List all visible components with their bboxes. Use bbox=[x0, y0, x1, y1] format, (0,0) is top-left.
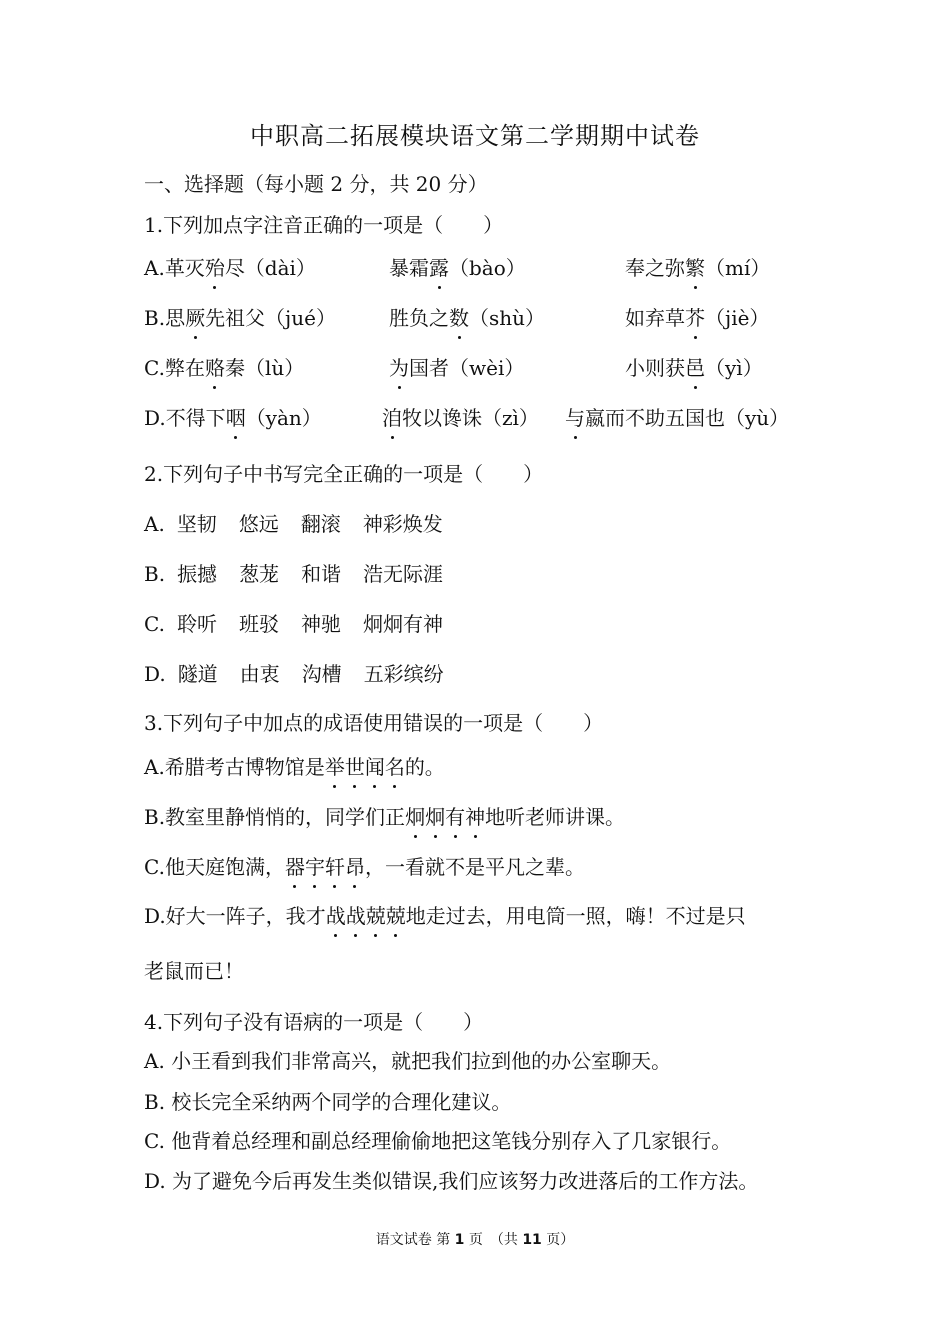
total-pages: 11 bbox=[522, 1232, 542, 1248]
question-3-stem: 3.下列句子中加点的成语使用错误的一项是（ ） bbox=[144, 711, 604, 735]
q2-option-a: A. 坚韧 悠远 翻滚 神彩焕发 bbox=[144, 512, 443, 536]
question-1-stem: 1.下列加点字注音正确的一项是（ ） bbox=[144, 213, 504, 237]
q1-option-d-2: 洎牧以谗诛（zì） bbox=[382, 406, 539, 430]
q2-option-b: B. 振撼 葱茏 和谐 浩无际涯 bbox=[144, 562, 444, 586]
q1-option-b-2: 胜负之数（shù） bbox=[389, 306, 546, 330]
question-2-stem: 2.下列句子中书写完全正确的一项是（ ） bbox=[144, 462, 544, 486]
q1-option-a-3: 奉之弥繁（mí） bbox=[625, 256, 771, 280]
current-page-number: 1 bbox=[454, 1232, 465, 1248]
q1-option-b-1: B.思厥先祖父（jué） bbox=[144, 306, 336, 330]
q4-option-c: C. 他背着总经理和副总经理偷偷地把这笔钱分别存入了几家银行。 bbox=[144, 1129, 732, 1153]
q1-option-c-2: 为国者（wèi） bbox=[389, 356, 525, 380]
q2-option-d: D. 隧道 由衷 沟槽 五彩缤纷 bbox=[144, 662, 444, 686]
q1-option-b-3: 如弃草芥（jiè） bbox=[625, 306, 770, 330]
q1-option-a-1: A.革灭殆尽（dài） bbox=[144, 256, 316, 280]
q3-option-b: B.教室里静悄悄的，同学们正炯炯有神地听老师讲课。 bbox=[144, 805, 626, 829]
question-4-stem: 4.下列句子没有语病的一项是（ ） bbox=[144, 1010, 484, 1034]
q1-option-d-3: 与嬴而不助五国也（yù） bbox=[565, 406, 790, 430]
q1-option-c-1: C.弊在赂秦（lù） bbox=[144, 356, 305, 380]
q4-option-d: D. 为了避免今后再发生类似错误,我们应该努力改进落后的工作方法。 bbox=[144, 1169, 759, 1193]
q4-option-b: B. 校长完全采纳两个同学的合理化建议。 bbox=[144, 1090, 512, 1114]
page-title: 中职高二拓展模块语文第二学期期中试卷 bbox=[250, 122, 700, 150]
q3-option-a: A.希腊考古博物馆是举世闻名的。 bbox=[144, 755, 445, 779]
q3-option-c: C.他天庭饱满，器宇轩昂，一看就不是平凡之辈。 bbox=[144, 855, 585, 879]
q1-option-c-3: 小则获邑（yì） bbox=[625, 356, 763, 380]
q4-option-a: A. 小王看到我们非常高兴，就把我们拉到他的办公室聊天。 bbox=[144, 1049, 672, 1073]
q1-option-a-2: 暴霜露（bào） bbox=[389, 256, 526, 280]
q2-option-c: C. 聆听 班驳 神驰 炯炯有神 bbox=[144, 612, 443, 636]
section-heading: 一、选择题（每小题 2 分，共 20 分） bbox=[144, 172, 488, 196]
q1-option-d-1: D.不得下咽（yàn） bbox=[144, 406, 322, 430]
page-footer: 语文试卷 第 1 页 （共 11 页） bbox=[375, 1232, 575, 1248]
q3-option-d-continued: 老鼠而已！ bbox=[144, 959, 244, 983]
q3-option-d: D.好大一阵子，我才战战兢兢地走过去，用电筒一照，嗨！不过是只 bbox=[144, 904, 746, 928]
